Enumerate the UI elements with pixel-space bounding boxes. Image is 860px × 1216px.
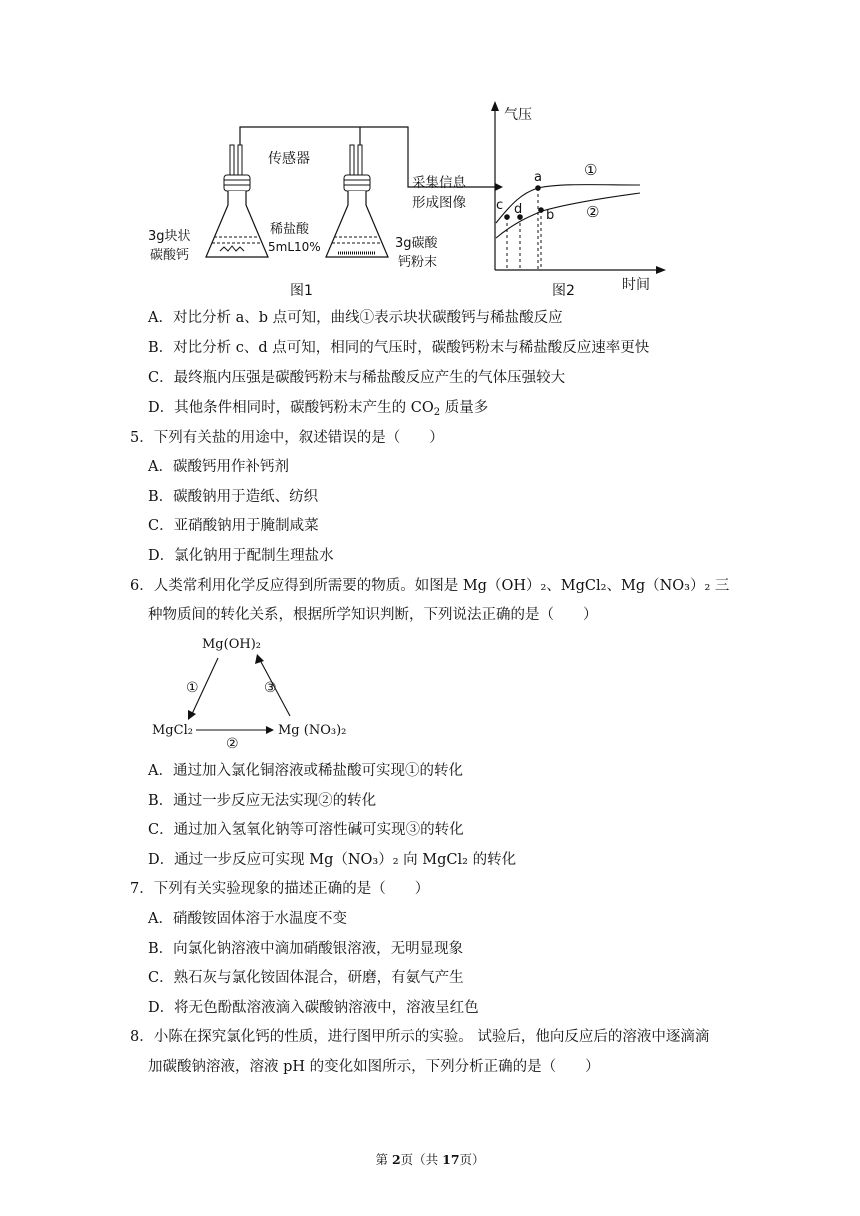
q5-option-b: B．碳酸钠用于造纸、纺织: [148, 489, 319, 505]
right-label-1: 3g碳酸: [395, 236, 438, 251]
q8-stem-1: 8．小陈在探究氯化钙的性质，进行图甲所示的实验。 试验后，他向反应后的溶液中逐滴滴: [130, 1029, 710, 1045]
footer-pre: 第: [375, 1152, 392, 1167]
acid-label-2: 5mL10%: [268, 240, 321, 254]
q6-option-c: C．通过加入氢氧化钠等可溶性碱可实现③的转化: [148, 822, 464, 838]
point-c-label: c: [496, 198, 504, 213]
caption-fig2: 图2: [552, 283, 575, 299]
q6-option-b: B．通过一步反应无法实现②的转化: [148, 793, 377, 809]
right-flask: [326, 145, 388, 257]
pressure-graph: [491, 101, 666, 293]
collect-label-2: 形成图像: [412, 195, 466, 211]
q4-option-d: [148, 397, 488, 424]
q6-stem-1: 6．人类常利用化学反应得到所需要的物质。如图是 Mg（OH）₂、MgCl₂、Mg（NO₃）₂ 三: [130, 578, 730, 594]
arrow-label-3: ③: [264, 680, 277, 696]
node-mgno32: Mg (NO₃)₂: [278, 723, 347, 738]
y-axis-label: 气压: [504, 107, 532, 123]
footer-total: 17: [442, 1152, 460, 1167]
node-mgcl2: MgCl₂: [152, 723, 193, 738]
curve-1-label: ①: [584, 161, 598, 179]
point-a-label: a: [534, 170, 542, 185]
q4-option-b: B．对比分析 c、d 点可知，相同的气压时，碳酸钙粉末与稀盐酸反应速率更快: [148, 340, 650, 356]
q7-option-d: D．将无色酚酞溶液滴入碳酸钠溶液中，溶液呈红色: [148, 1000, 479, 1016]
left-label-1: 3g块状: [148, 229, 191, 244]
q4-option-a: A．对比分析 a、b 点可知，曲线①表示块状碳酸钙与稀盐酸反应: [148, 310, 563, 326]
point-d-label: d: [514, 202, 523, 217]
caption-fig1: 图1: [290, 283, 313, 299]
node-mgoh2: Mg(OH)₂: [202, 637, 261, 652]
q6-option-d: D．通过一步反应可实现 Mg（NO₃）₂ 向 MgCl₂ 的转化: [148, 852, 517, 868]
arrow-label-1: ①: [186, 680, 199, 696]
q8-stem-2: 加碳酸钠溶液，溶液 pH 的变化如图所示，下列分析正确的是（ ）: [148, 1059, 600, 1075]
point-b-label: b: [546, 208, 555, 223]
q7-option-a: A．硝酸铵固体溶于水温度不变: [148, 911, 347, 927]
q4-d-text: D．其他条件相同时，碳酸钙粉末产生的 CO: [148, 400, 434, 416]
right-label-2: 钙粉末: [398, 255, 438, 270]
page-footer: [0, 1150, 860, 1168]
left-label-2: 碳酸钙: [150, 248, 190, 263]
point-c: [504, 214, 510, 220]
footer-post: 页）: [459, 1152, 485, 1167]
sensor-label: 传感器: [268, 151, 310, 167]
q5-option-d: D．氯化钠用于配制生理盐水: [148, 548, 334, 564]
x-axis-label: 时间: [622, 277, 650, 293]
q4-d-post: 质量多: [440, 400, 489, 416]
q5-stem: 5．下列有关盐的用途中，叙述错误的是（ ）: [130, 430, 444, 446]
q6-stem-2: 种物质间的转化关系，根据所学知识判断，下列说法正确的是（ ）: [148, 607, 598, 623]
q4-option-c: C．最终瓶内压强是碳酸钙粉末与稀盐酸反应产生的气体压强较大: [148, 370, 566, 386]
q7-option-b: B．向氯化钠溶液中滴加硝酸银溶液，无明显现象: [148, 941, 464, 957]
point-a: [535, 185, 541, 191]
footer-mid: 页（共: [400, 1152, 443, 1167]
conversion-diagram: [150, 632, 370, 750]
q6-option-a: A．通过加入氯化铜溶液或稀盐酸可实现①的转化: [148, 763, 463, 779]
q5-option-c: C．亚硝酸钠用于腌制咸菜: [148, 518, 319, 534]
q7-stem: 7．下列有关实验现象的描述正确的是（ ）: [130, 881, 430, 897]
experiment-figure: [140, 95, 680, 305]
arrow-label-2: ②: [226, 736, 239, 750]
q4-d-sub: 2: [433, 407, 441, 418]
q7-option-c: C．熟石灰与氯化铵固体混合，研磨，有氨气产生: [148, 970, 464, 986]
footer-page: 2: [391, 1152, 401, 1167]
collect-label-1: 采集信息: [412, 175, 466, 191]
q5-option-a: A．碳酸钙用作补钙剂: [148, 459, 289, 475]
curve-2-label: ②: [586, 203, 600, 221]
acid-label-1: 稀盐酸: [270, 222, 310, 237]
point-b: [538, 207, 544, 213]
left-flask: [206, 145, 268, 257]
